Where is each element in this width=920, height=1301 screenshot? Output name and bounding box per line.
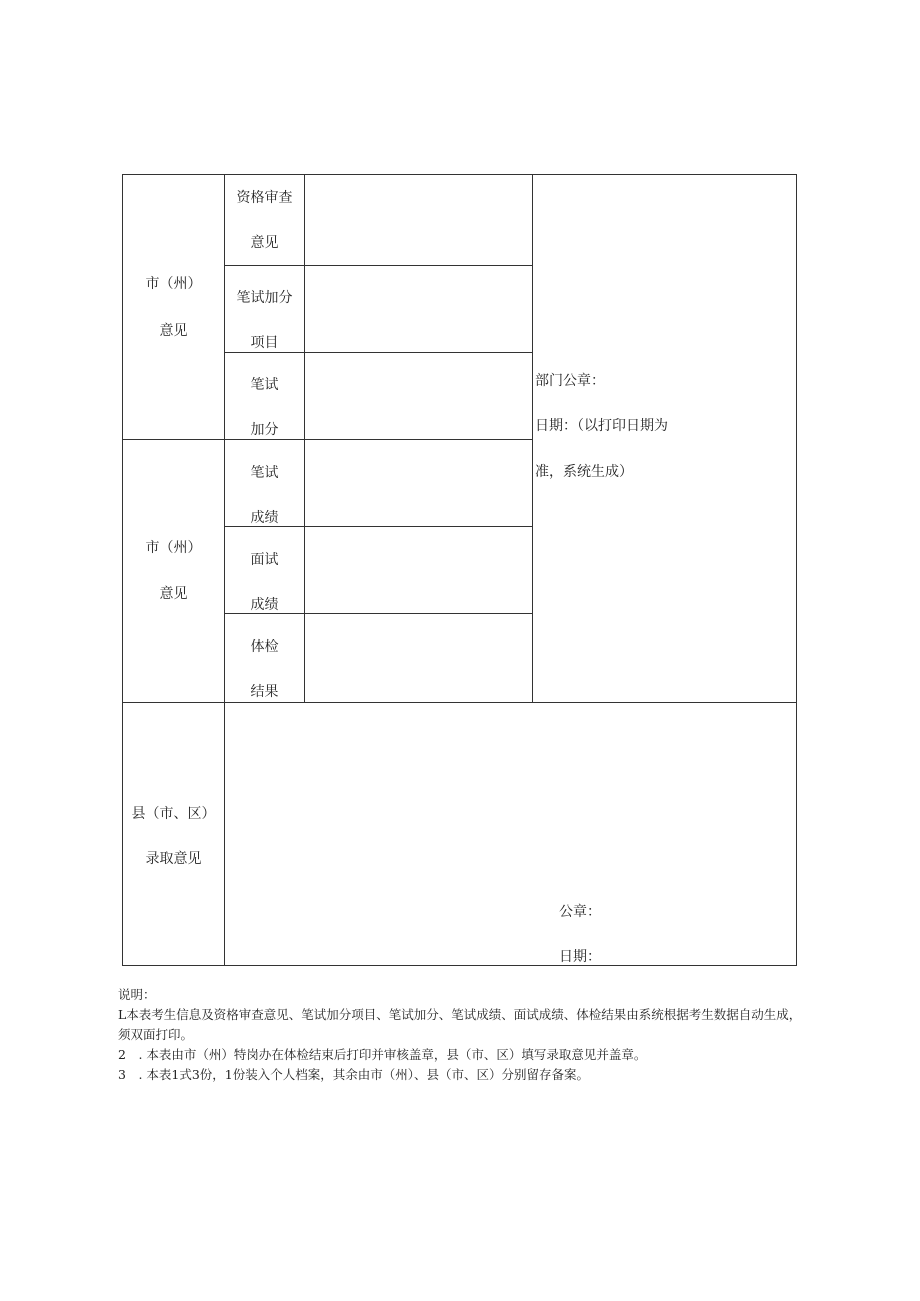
city-opinion-label-line2: 意见 xyxy=(159,586,188,602)
note-item-3: 3 . 本表1式3份，1份装入个人档案，其余由市（州）、县（市、区）分别留存备案。 xyxy=(118,1067,590,1082)
medical-result-label-line1: 体检 xyxy=(250,639,279,655)
written-bonus-label-line1: 笔试 xyxy=(250,377,279,393)
note-item-2: 2 . 本表由市（州）特岗办在体检结束后打印并审核盖章，县（市、区）填写录取意见并盖章。 xyxy=(118,1047,647,1062)
city-opinion-label-line1: 市（州） xyxy=(145,276,202,292)
city-opinion-label-cell-2 xyxy=(122,439,225,703)
interview-score-label-line2: 成绩 xyxy=(250,597,279,613)
county-opinion-value-cell xyxy=(224,702,797,966)
written-bonus-item-value-cell xyxy=(304,265,533,353)
city-opinion-label-line1: 市（州） xyxy=(145,540,202,556)
county-opinion-label-line2: 录取意见 xyxy=(145,851,202,867)
written-bonus-item-label-cell xyxy=(224,265,305,353)
note-item-1: L本表考生信息及资格审查意见、笔试加分项目、笔试加分、笔试成绩、面试成绩、体检结果由系统根据考生数据自动生成，须双面打印。 xyxy=(118,1007,802,1042)
stamp-date-line1: 日期：（以打印日期为 xyxy=(535,418,668,434)
county-opinion-label-cell xyxy=(122,702,225,966)
county-opinion-label-line1: 县（市、区） xyxy=(131,806,216,822)
written-bonus-item-label-line2: 项目 xyxy=(250,335,279,351)
written-bonus-item-label-line1: 笔试加分 xyxy=(236,290,293,306)
written-score-value-cell xyxy=(304,439,533,527)
qualification-review-label-cell xyxy=(224,174,305,266)
city-opinion-label-cell-1 xyxy=(122,174,225,440)
department-stamp-panel xyxy=(532,174,797,703)
department-seal-label: 部门公章： xyxy=(535,373,605,389)
interview-score-value-cell xyxy=(304,526,533,614)
written-score-label-cell xyxy=(224,439,305,527)
written-bonus-value-cell xyxy=(304,352,533,440)
medical-result-label-cell xyxy=(224,613,305,703)
medical-result-value-cell xyxy=(304,613,533,703)
interview-score-label-line1: 面试 xyxy=(250,552,279,568)
qualification-review-value-cell xyxy=(304,174,533,266)
written-score-label-line2: 成绩 xyxy=(250,510,279,526)
form-notes xyxy=(118,985,808,1085)
notes-title: 说明： xyxy=(118,987,156,1002)
stamp-date-line2: 准，系统生成） xyxy=(535,464,633,480)
medical-result-label-line2: 结果 xyxy=(250,684,279,700)
written-score-label-line1: 笔试 xyxy=(250,465,279,481)
qualification-review-label-line2: 意见 xyxy=(250,235,279,251)
city-opinion-label-line2: 意见 xyxy=(159,323,188,339)
qualification-review-label-line1: 资格审查 xyxy=(236,190,293,206)
written-bonus-label-line2: 加分 xyxy=(250,422,279,438)
written-bonus-label-cell xyxy=(224,352,305,440)
admission-form-table xyxy=(122,174,797,966)
interview-score-label-cell xyxy=(224,526,305,614)
county-date-label: 日期： xyxy=(559,949,601,965)
county-seal-label: 公章： xyxy=(559,904,601,920)
